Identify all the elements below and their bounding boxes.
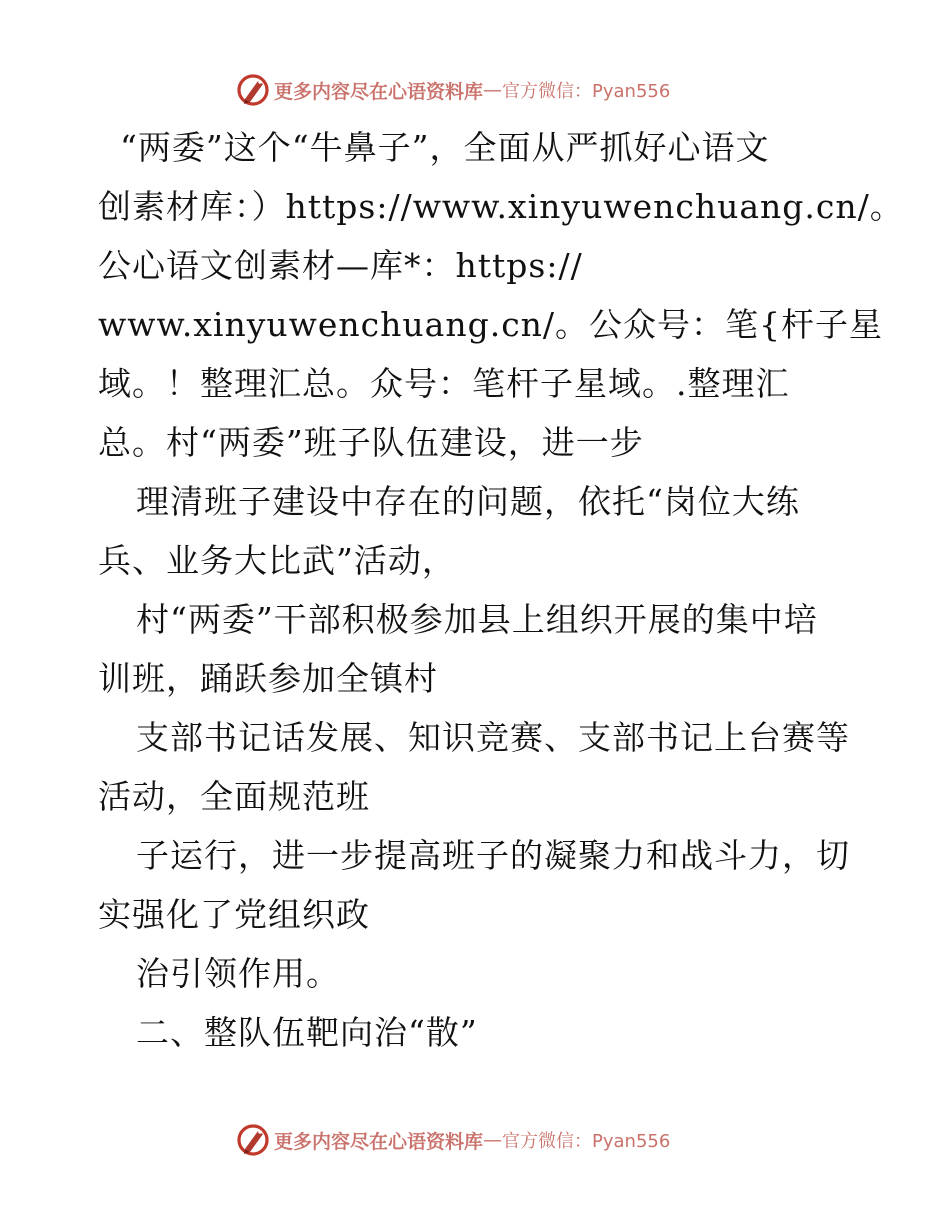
- text-line: 创素材库：）https://www.xinyuwenchuang.cn/。: [98, 187, 904, 226]
- text-line: 理清班子建设中存在的问题，依托“岗位大练: [136, 482, 800, 521]
- watermark-dash: —: [483, 79, 503, 101]
- text-line: www.xinyuwenchuang.cn/。公众号：笔{杆子星: [98, 305, 884, 344]
- text-line: 兵、业务大比武”活动，: [98, 541, 456, 580]
- text-line: 治引领作用。: [136, 954, 340, 993]
- section-heading: 二、整队伍靶向治“散”: [136, 1013, 478, 1052]
- header-watermark: [236, 72, 716, 108]
- pen-logo-icon: [236, 1123, 270, 1157]
- watermark-slogan: 更多内容尽在心语资料库: [274, 80, 484, 103]
- text-line: 训班，踊跃参加全镇村: [98, 659, 438, 698]
- text-line: 总。村“两委”班子队伍建设，进一步: [98, 423, 644, 462]
- text-line: 子运行，进一步提高班子的凝聚力和战斗力，切: [136, 836, 850, 875]
- text-line: 公心语文创素材—库*：https://: [98, 246, 583, 285]
- text-line: 活动，全面规范班: [98, 777, 370, 816]
- watermark-contact: 官方微信：Pyan556: [502, 1131, 671, 1152]
- pen-logo-icon: [236, 73, 270, 107]
- footer-watermark: [236, 1122, 716, 1158]
- text-line: “两委”这个“牛鼻子”，全面从严抓好心语文: [120, 128, 770, 167]
- text-line: 支部书记话发展、知识竞赛、支部书记上台赛等: [136, 718, 850, 757]
- text-line: 村“两委”干部积极参加县上组织开展的集中培: [136, 600, 818, 639]
- watermark-contact: 官方微信：Pyan556: [502, 81, 671, 102]
- watermark-slogan: 更多内容尽在心语资料库: [274, 1130, 484, 1153]
- watermark-dash: —: [483, 1129, 503, 1151]
- text-line: 域。！整理汇总。众号：笔杆子星域。.整理汇: [98, 364, 790, 403]
- text-line: 实强化了党组织政: [98, 895, 370, 934]
- document-body: [98, 118, 904, 1062]
